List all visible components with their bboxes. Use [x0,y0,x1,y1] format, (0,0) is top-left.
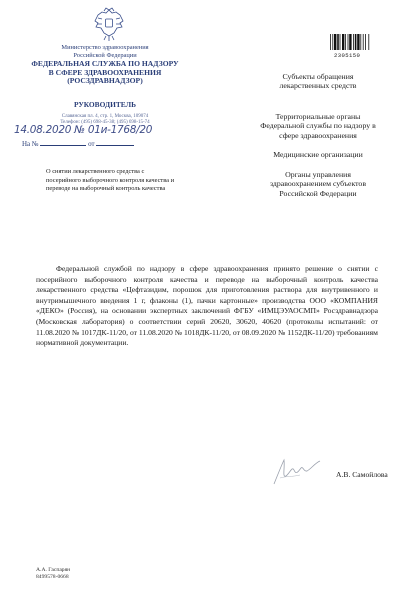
recipient-4: Органы управления здравоохранением субъектов Российской Федерации [269,170,367,198]
recipient-1: Субъекты обращения лекарственных средств [279,72,357,91]
na-label: На № [22,140,39,148]
letter-subject: О снятии лекарственного средства с посерийного выборочного контроля качества и переводе на выборочный контроль качества [46,168,175,193]
barcode-bar [330,34,331,50]
signer-name: А.В. Самойлова [336,470,388,479]
barcode-bar [353,34,354,50]
barcode [330,34,388,50]
handwritten-signature [270,454,324,490]
barcode-bar [355,34,357,50]
barcode-bar [360,34,361,50]
barcode-bar [368,34,369,50]
barcode-bar [342,34,344,50]
barcode-bar [345,34,346,50]
barcode-bar [337,34,339,50]
address-block: Славянская пл. 4, стр. 1, Москва, 109074 Телефон: (495) 698-45-38; (495) 698-15-74 [60,114,150,126]
na-blank [40,139,86,146]
barcode-bar [332,34,333,50]
barcode-number: 2305150 [334,52,361,59]
recipient-3: Медицинские организации [273,150,363,159]
executor-phone: 8499578-0668 [36,574,69,580]
ot-label: от [88,140,95,148]
barcode-bar [363,34,364,50]
recipient-2: Территориальные органы Федеральной службы по надзору в сфере здравоохранения [260,112,376,140]
reference-line [22,139,134,148]
barcode-bar [349,34,351,50]
ot-blank [96,139,134,146]
barcode-bar [334,34,336,50]
barcode-bar [365,34,366,50]
barcode-bar [340,34,341,50]
letter-body: Федеральной службой по надзору в сфере здравоохранения принято решение о снятии с посерийного выборочного контроля качества и переводе на выборочный контроль качества лекарственного средства «Цефтазидим, порошок для приготовления раствора для внутривенного и внутримышечного введения 1 г, флаконы (1), пачки картонные» производства ООО «КОМПАНИЯ «ДЕКО» (Россия), на основании экспертных заключений ФГБУ «ИМЦЭУАОСМП» Росздравнадзора (Московская лаборатория) о соответствии серий 20620, 30620, 40620 (протоколы испытаний: от 11.08.2020 № 1017ДК-11/20, от 11.08.2020 № 1018ДК-11/20, от 08.09.2020 № 1152ДК-11/20) требованиям нормативной документации. [36,264,378,348]
service-name: ФЕДЕРАЛЬНАЯ СЛУЖБА ПО НАДЗОРУ В СФЕРЕ ЗДРАВООХРАНЕНИЯ (РОСЗДРАВНАДЗОР) [31,59,179,86]
ministry-name: Министерство здравоохранения Российской Федерации [61,44,149,59]
coat-of-arms-emblem [92,6,126,42]
barcode-bar [357,34,359,50]
executor-name: А.А. Гаспарян [36,567,71,573]
registration-number: 14.08.2020 № 01и-1768/20 [14,124,153,136]
barcode-bar [348,34,349,50]
executor-info [36,567,70,581]
director-title: РУКОВОДИТЕЛЬ [74,100,136,109]
